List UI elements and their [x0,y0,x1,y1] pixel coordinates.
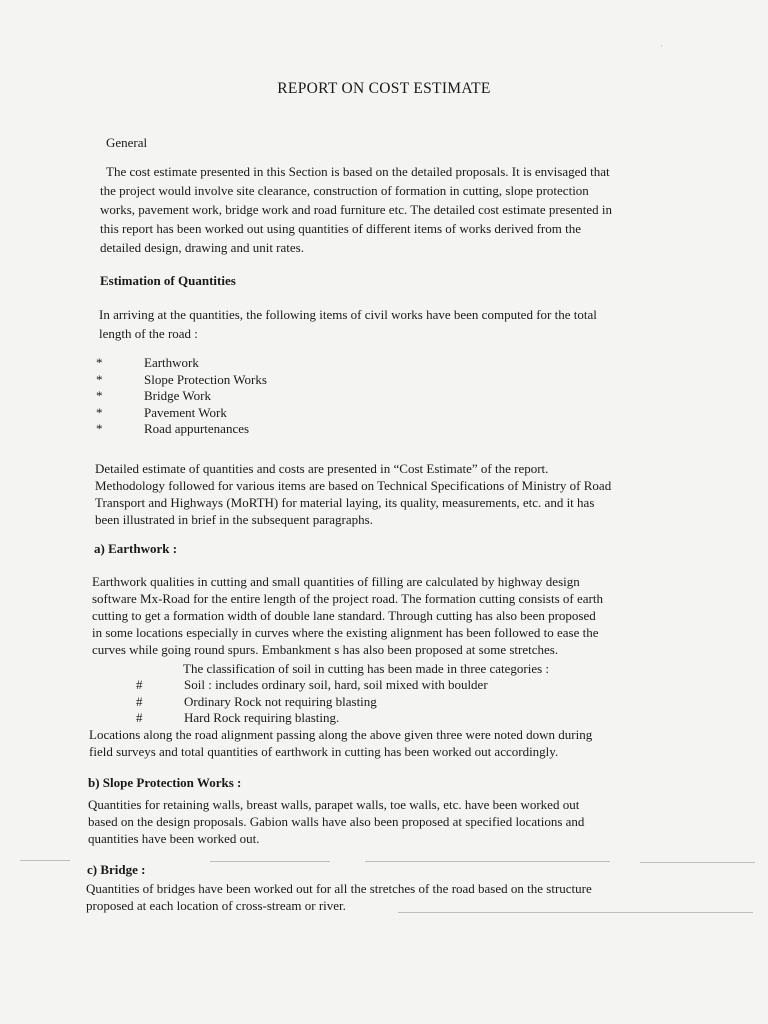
general-line: this report has been worked out using quantities of different items of works derived from the [100,221,582,236]
earthwork-after-paragraph [89,726,713,760]
list-item-text: Soil : includes ordinary soil, hard, soil mixed with boulder [184,677,488,692]
estimation-intro [99,305,721,343]
list-item-text: Bridge Work [144,388,211,403]
list-item [96,372,267,389]
list-item-text: Ordinary Rock not requiring blasting [184,693,377,709]
bullet-star: * [96,421,103,436]
scan-rule [210,861,330,862]
soil-classification-text [183,660,663,678]
estimation-detail-line: Methodology followed for various items are based on Technical Specifications of Ministry of Road [95,478,612,493]
earthwork-line: cutting to get a formation width of double lane standard. Through cutting has also been proposed [92,608,596,623]
estimation-detail-line: Detailed estimate of quantities and costs are presented in “Cost Estimate” of the report. [95,461,549,476]
scan-rule [20,860,70,861]
bullet-star: * [96,371,103,387]
general-line: The cost estimate presented in this Section is based on the detailed proposals. It is envisaged that [106,164,610,179]
list-item [96,355,267,372]
estimation-intro-line: length of the road : [99,326,198,341]
slope-paragraph [88,796,712,847]
general-heading: General [106,135,148,150]
list-item [96,405,267,422]
scan-mark: ˈ [660,44,664,55]
soil-category-list [136,677,488,727]
estimation-detail [95,460,719,528]
estimation-intro-line: In arriving at the quantities, the following items of civil works have been computed for the total [99,307,597,322]
bullet-hash: # [136,693,143,709]
earthwork-heading: a) Earthwork : [94,541,178,556]
estimation-heading: Estimation of Quantities [100,273,236,288]
slope-line: based on the design proposals. Gabion walls have also been proposed at specified locations and [88,814,585,829]
civil-works-list [96,355,267,438]
estimation-detail-line: been illustrated in brief in the subsequent paragraphs. [95,512,373,527]
earthwork-line: in some locations especially in curves where the existing alignment has been followed to ease the [92,625,599,640]
list-item-text: Earthwork [144,355,199,370]
list-item [136,710,488,727]
general-line: works, pavement work, bridge work and road furniture etc. The detailed cost estimate presented in [100,202,613,217]
slope-line: quantities have been worked out. [88,831,260,846]
list-item [96,388,267,405]
slope-line: Quantities for retaining walls, breast walls, parapet walls, toe walls, etc. have been worked out [88,797,580,812]
earthwork-line: software Mx-Road for the entire length of the project road. The formation cutting consists of earth [92,591,603,606]
classification-line: The classification of soil in cutting has been made in three categories : [183,661,550,676]
list-item [96,421,267,438]
bridge-paragraph [86,880,712,914]
list-item-text: Hard Rock requiring blasting. [184,710,340,725]
bridge-line: Quantities of bridges have been worked out for all the stretches of the road based on the structure [86,881,592,896]
scan-rule [365,861,610,862]
scan-rule [398,912,753,913]
list-item-text: Slope Protection Works [144,371,267,387]
list-item [136,677,488,694]
scan-rule [640,862,755,863]
bullet-hash: # [136,677,143,692]
earthwork-line: Earthwork qualities in cutting and small quantities of filling are calculated by highway design [92,574,580,589]
list-item-text: Road appurtenances [144,421,250,436]
estimation-detail-line: Transport and Highways (MoRTH) for material laying, its quality, measurements, etc. and it has [95,495,595,510]
bullet-star: * [96,388,103,403]
list-item-text: Pavement Work [144,404,227,420]
general-line: the project would involve site clearance, construction of formation in cutting, slope protection [100,183,589,198]
bullet-hash: # [136,710,143,725]
report-title: REPORT ON COST ESTIMATE [277,80,491,97]
earthwork-after-line: field surveys and total quantities of earthwork in cutting has been worked out accordingly. [89,744,559,759]
general-line: detailed design, drawing and unit rates. [100,240,304,255]
bridge-line: proposed at each location of cross-stream or river. [86,898,346,913]
bridge-heading: c) Bridge : [87,862,146,877]
list-item [136,694,488,711]
slope-heading: b) Slope Protection Works : [88,775,242,790]
earthwork-line: curves while going round spurs. Embankment s has also been proposed at some stretches. [92,642,559,657]
earthwork-paragraph [92,573,716,658]
bullet-star: * [96,404,103,420]
bullet-star: * [96,355,103,370]
general-paragraph [100,162,722,257]
earthwork-after-line: Locations along the road alignment passing along the above given three were noted down during [89,727,593,742]
